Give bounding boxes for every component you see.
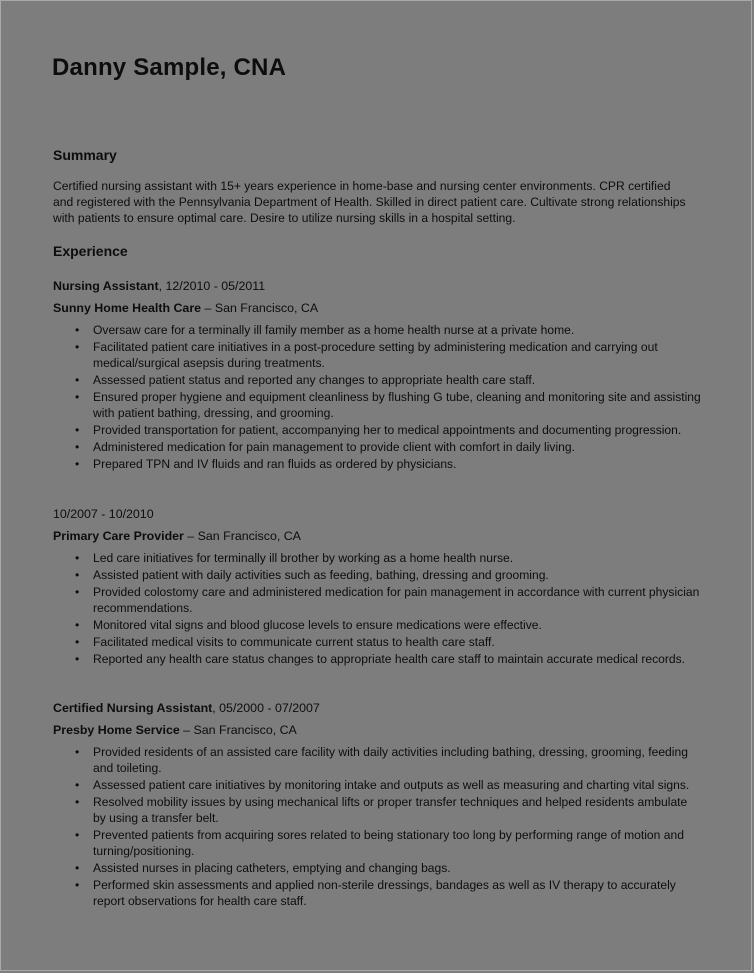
bullet-icon: • <box>75 878 80 892</box>
list-item <box>53 322 703 338</box>
bullet-icon: • <box>75 440 80 454</box>
duty-text: Resolved mobility issues by using mechanical lifts or proper transfer techniques and helped residents ambulate by using a transfer belt. <box>93 795 688 825</box>
list-item <box>53 439 703 455</box>
job-title-line <box>53 700 703 722</box>
job-duties-list <box>53 322 703 472</box>
duty-text: Assisted patient with daily activities such as feeding, bathing, dressing and grooming. <box>93 568 549 582</box>
job-title: Certified Nursing Assistant <box>53 701 213 715</box>
job-title: Nursing Assistant <box>53 279 159 293</box>
bullet-icon: • <box>75 828 80 842</box>
job-entry <box>53 700 703 910</box>
list-item <box>53 651 703 667</box>
list-item <box>53 744 703 776</box>
job-entry <box>53 506 703 668</box>
list-item <box>53 550 703 566</box>
duty-text: Assessed patient care initiatives by monitoring intake and outputs as well as measuring and charting vital signs. <box>93 778 690 792</box>
job-title-line <box>53 278 703 300</box>
bullet-icon: • <box>75 551 80 565</box>
bullet-icon: • <box>75 423 80 437</box>
bullet-icon: • <box>75 568 80 582</box>
job-employer: Primary Care Provider <box>53 529 184 543</box>
list-item <box>53 389 703 421</box>
job-employer: Sunny Home Health Care <box>53 301 202 315</box>
duty-text: Assessed patient status and reported any changes to appropriate health care staff. <box>93 373 536 387</box>
list-item <box>53 372 703 388</box>
job-location: – San Francisco, CA <box>201 301 319 315</box>
duty-text: Performed skin assessments and applied non-sterile dressings, bandages as well as IV therapy to accurately report observations for health care staff. <box>93 878 676 908</box>
bullet-icon: • <box>75 340 80 354</box>
bullet-icon: • <box>75 390 80 404</box>
list-item <box>53 584 703 616</box>
list-item <box>53 422 703 438</box>
job-dates: , 12/2010 - 05/2011 <box>158 279 266 293</box>
job-employer: Presby Home Service <box>53 723 180 737</box>
duty-text: Ensured proper hygiene and equipment cleanliness by flushing G tube, cleaning and monitoring site and assisting with patient bathing, dressing, and grooming. <box>93 390 701 420</box>
bullet-icon: • <box>75 861 80 875</box>
bullet-icon: • <box>75 635 80 649</box>
duty-text: Facilitated medical visits to communicate current status to health care staff. <box>93 635 495 649</box>
list-item <box>53 794 703 826</box>
list-item <box>53 634 703 650</box>
duty-text: Monitored vital signs and blood glucose levels to ensure medications were effective. <box>93 618 542 632</box>
bullet-icon: • <box>75 618 80 632</box>
job-location: – San Francisco, CA <box>179 723 297 737</box>
job-location: – San Francisco, CA <box>183 529 301 543</box>
list-item <box>53 567 703 583</box>
job-employer-line <box>53 722 703 744</box>
duty-text: Led care initiatives for terminally ill brother by working as a home health nurse. <box>93 551 514 565</box>
list-item <box>53 339 703 371</box>
list-item <box>53 827 703 859</box>
duty-text: Prevented patients from acquiring sores related to being stationary too long by performing range of motion and turning/positioning. <box>93 828 684 858</box>
bullet-icon: • <box>75 795 80 809</box>
experience-heading: Experience <box>53 243 128 259</box>
bullet-icon: • <box>75 745 80 759</box>
list-item <box>53 777 703 793</box>
duty-text: Assisted nurses in placing catheters, emptying and changing bags. <box>93 861 451 875</box>
job-employer-line <box>53 300 703 322</box>
duty-text: Provided colostomy care and administered medication for pain management in accordance with current physician recommendations. <box>93 585 700 615</box>
summary-heading: Summary <box>53 147 117 163</box>
list-item <box>53 860 703 876</box>
bullet-icon: • <box>75 585 80 599</box>
list-item <box>53 617 703 633</box>
job-duties-list <box>53 744 703 909</box>
bullet-icon: • <box>75 457 80 471</box>
duty-text: Provided transportation for patient, accompanying her to medical appointments and documenting progression. <box>93 423 682 437</box>
bullet-icon: • <box>75 652 80 666</box>
duty-text: Provided residents of an assisted care facility with daily activities including bathing, dressing, grooming, feeding and toileting. <box>93 745 688 775</box>
duty-text: Facilitated patient care initiatives in a post-procedure setting by administering medication and carrying out medical/surgical asepsis during treatments. <box>93 340 658 370</box>
bullet-icon: • <box>75 778 80 792</box>
duty-text: Prepared TPN and IV fluids and ran fluids as ordered by physicians. <box>93 457 457 471</box>
job-dates: 10/2007 - 10/2010 <box>53 507 154 521</box>
job-employer-line <box>53 528 703 550</box>
duty-text: Administered medication for pain management to provide client with comfort in daily living. <box>93 440 575 454</box>
summary-text: Certified nursing assistant with 15+ years experience in home-base and nursing center environments. CPR certified and registered with the Pennsylvania Department of Health. Skilled in direct patient care. Cultivate strong relationships with patients to ensure optimal care. Desire to utilize nursing skills in a hospital setting. <box>53 179 686 225</box>
bullet-icon: • <box>75 373 80 387</box>
job-duties-list <box>53 550 703 667</box>
job-entry <box>53 278 703 473</box>
duty-text: Reported any health care status changes to appropriate health care staff to maintain accurate medical records. <box>93 652 686 666</box>
job-title-line <box>53 506 703 528</box>
duty-text: Oversaw care for a terminally ill family member as a home health nurse at a private home. <box>93 323 575 337</box>
candidate-name: Danny Sample, CNA <box>52 54 287 81</box>
bullet-icon: • <box>75 323 80 337</box>
list-item <box>53 456 703 472</box>
job-dates: , 05/2000 - 07/2007 <box>212 701 320 715</box>
list-item <box>53 877 703 909</box>
